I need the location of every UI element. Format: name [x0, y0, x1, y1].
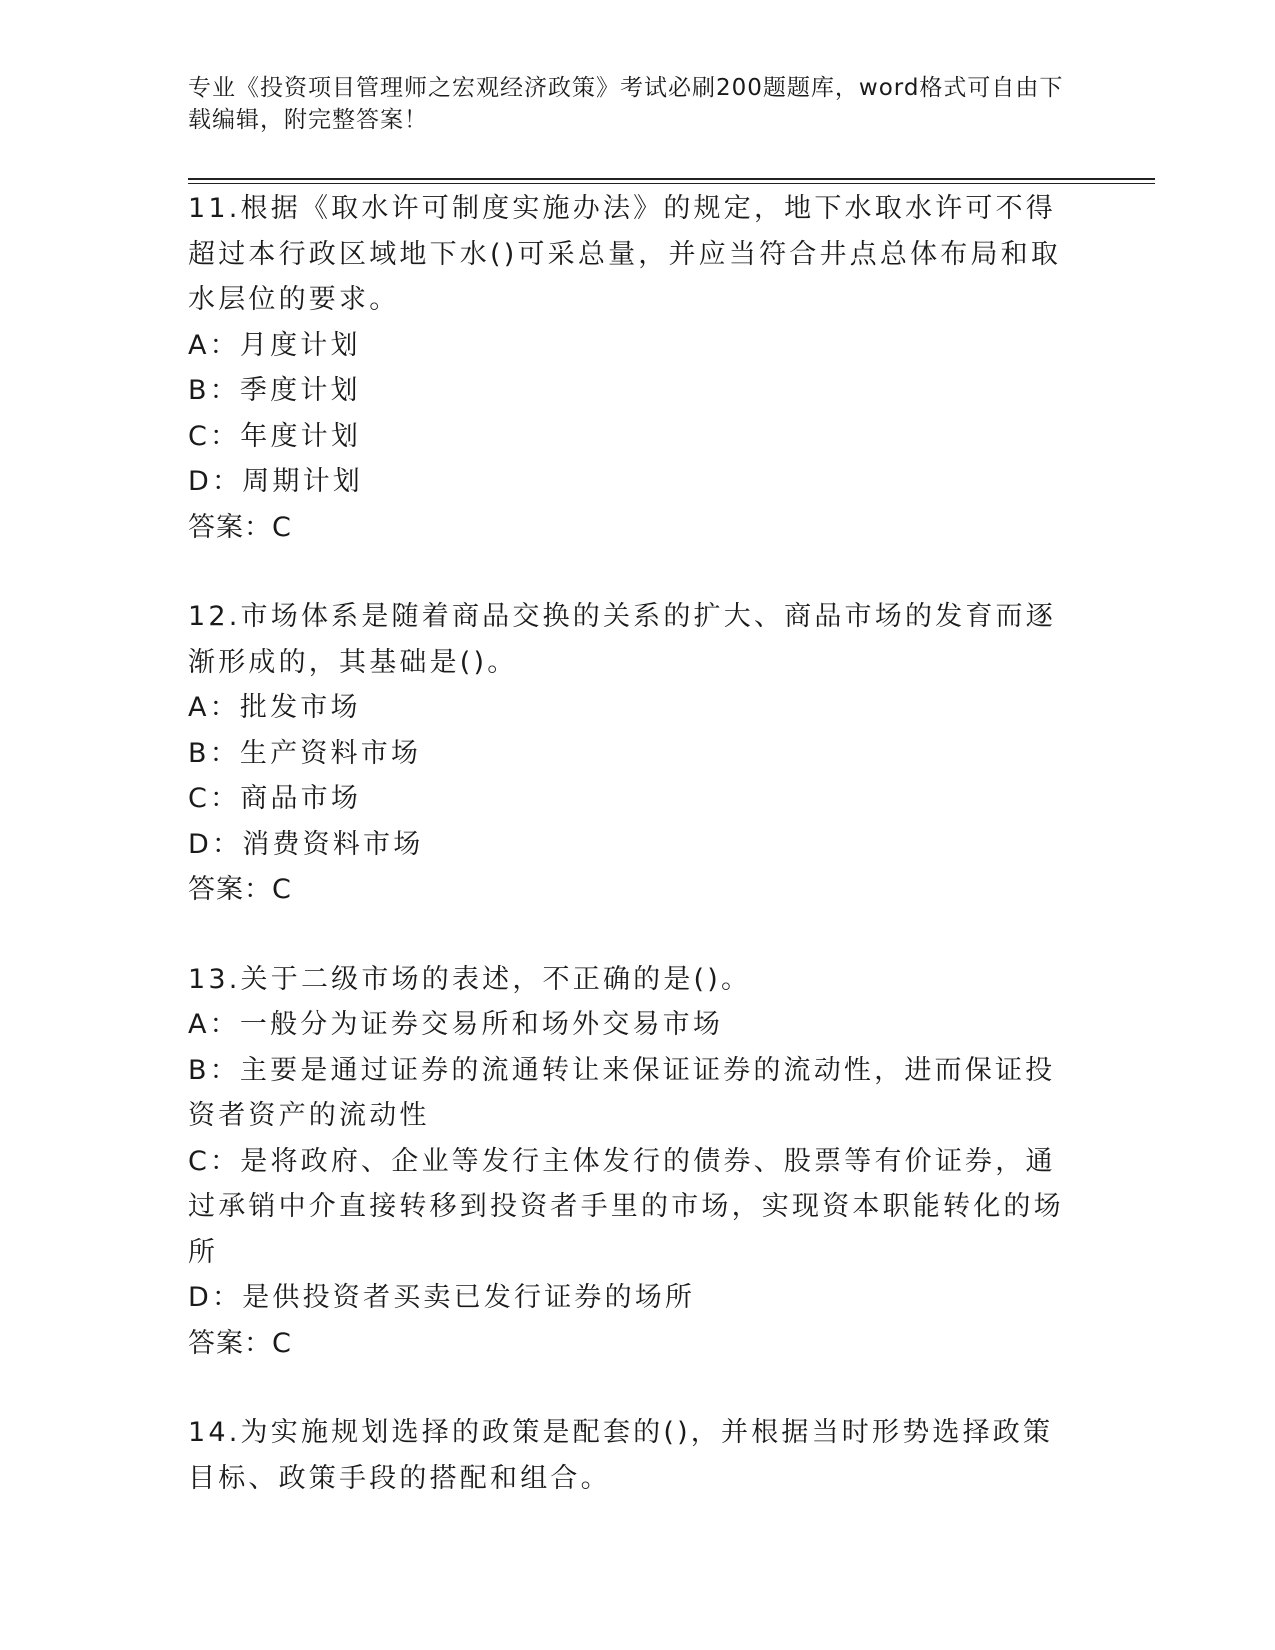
question-13: [188, 957, 1078, 1367]
question-list: [188, 186, 1078, 1501]
option-b: B：季度计划: [188, 375, 361, 406]
answer: 答案：C: [188, 1327, 292, 1359]
document-header: 专业《投资项目管理师之宏观经济政策》考试必刷200题题库，word格式可自由下载编辑，附完整答案！: [188, 75, 1064, 133]
question-14: [188, 1410, 1078, 1501]
answer: 答案：C: [188, 511, 292, 543]
option-c: C：是将政府、企业等发行主体发行的债券、股票等有价证券，通过承销中介直接转移到投资者手里的市场，实现资本职能转化的场所: [188, 1145, 1064, 1268]
question-12: [188, 594, 1078, 913]
option-b: B：生产资料市场: [188, 737, 422, 769]
question-spacer: [188, 913, 1078, 957]
option-c: C：商品市场: [188, 783, 362, 814]
option-c: C：年度计划: [188, 420, 362, 452]
option-d: D：周期计划: [188, 466, 363, 497]
question-stem: 12.市场体系是随着商品交换的关系的扩大、商品市场的发育而逐渐形成的，其基础是()。: [188, 601, 1056, 678]
answer: 答案：C: [188, 874, 292, 905]
option-a: A：一般分为证券交易所和场外交易市场: [188, 1009, 724, 1040]
option-d: D：消费资料市场: [188, 828, 424, 860]
option-a: A：月度计划: [188, 329, 361, 361]
header-rule-thin: [188, 183, 1155, 184]
question-stem: 13.关于二级市场的表述，不正确的是()。: [188, 963, 752, 995]
question-stem: 11.根据《取水许可制度实施办法》的规定，地下水取水许可不得超过本行政区域地下水()可采总量，并应当符合井点总体布局和取水层位的要求。: [188, 193, 1062, 315]
question-stem: 14.为实施规划选择的政策是配套的()，并根据当时形势选择政策目标、政策手段的搭配和组合。: [188, 1417, 1054, 1494]
question-spacer: [188, 550, 1078, 594]
question-spacer: [188, 1366, 1078, 1410]
option-a: A：批发市场: [188, 692, 361, 723]
question-11: [188, 186, 1078, 550]
option-b: B：主要是通过证券的流通转让来保证证券的流动性，进而保证投资者资产的流动性: [188, 1054, 1056, 1131]
option-d: D：是供投资者买卖已发行证券的场所: [188, 1282, 696, 1313]
header-rule-thick: [188, 178, 1155, 180]
